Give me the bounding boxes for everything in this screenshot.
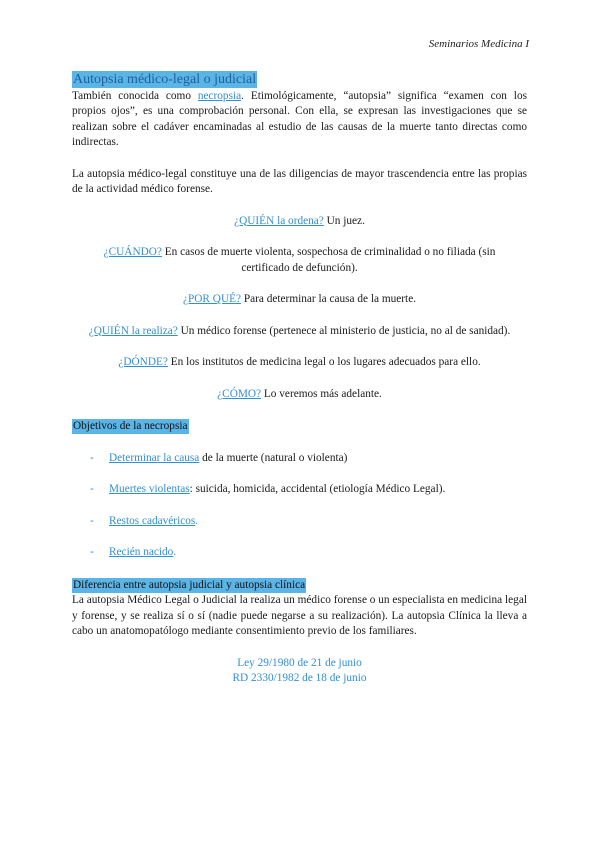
- list-item: [72, 451, 527, 467]
- list-item: [72, 514, 527, 530]
- objetivo-link[interactable]: Muertes violentas: [109, 483, 190, 495]
- objetivo-text: .: [173, 546, 177, 558]
- qa-question-link[interactable]: ¿QUIÉN la realiza?: [88, 324, 178, 337]
- qa-question-link[interactable]: ¿DÓNDE?: [118, 356, 168, 368]
- qa-answer: Un juez.: [323, 214, 365, 227]
- law-reference: RD 2330/1982 de 18 de junio: [232, 672, 367, 684]
- section-title-diferencia: Diferencia entre autopsia judicial y autopsia clínica: [73, 578, 306, 591]
- section-title-autopsia: Autopsia médico-legal o judicial: [73, 72, 257, 87]
- qa-cuando: [72, 245, 527, 276]
- dash-bullet: -: [90, 546, 94, 558]
- intro-post: . Etimológicamente, “autopsia” significa “examen con los propios ojos”, es una comprobación personal. Con ella, se expresan las investigaciones que se realizan sobre el cadáver encaminadas al estudio de las causas de la muerte tanto directas como indirectas.: [72, 89, 527, 148]
- objetivo-link[interactable]: Recién nacido: [109, 546, 174, 558]
- objetivo-link[interactable]: Determinar la causa: [109, 451, 200, 464]
- law-reference: Ley 29/1980 de 21 de junio: [237, 656, 362, 669]
- diligencias-paragraph: La autopsia médico-legal constituye una de las diligencias de mayor trascendencia entre las propias de la actividad médico forense.: [72, 167, 527, 195]
- qa-question-link[interactable]: ¿QUIÉN la ordena?: [234, 214, 324, 227]
- qa-answer: En casos de muerte violenta, sospechosa de criminalidad o no filiada (sin certificado de defunción).: [161, 246, 496, 274]
- running-header: Seminarios Medicina I: [428, 38, 529, 50]
- qa-donde: [72, 355, 527, 371]
- objetivo-text: .: [195, 514, 199, 527]
- list-spacer: [72, 498, 527, 514]
- qa-como: [72, 387, 527, 403]
- dash-bullet: -: [90, 451, 94, 464]
- qa-por-que: [72, 292, 527, 308]
- qa-answer: Lo veremos más adelante.: [261, 387, 382, 400]
- intro-pre: También conocida como: [72, 89, 198, 102]
- objetivo-link[interactable]: Restos cadavéricos: [109, 514, 196, 527]
- qa-question-link[interactable]: ¿CUÁNDO?: [103, 246, 162, 258]
- dash-bullet: -: [90, 483, 94, 495]
- dash-bullet: -: [90, 514, 94, 527]
- list-item: [72, 482, 527, 498]
- list-spacer: [72, 466, 527, 482]
- document-body: [72, 71, 527, 687]
- qa-question-link[interactable]: ¿CÓMO?: [217, 387, 262, 400]
- qa-quien-ordena: [72, 214, 527, 230]
- list-spacer: [72, 529, 527, 545]
- objetivos-list: [72, 451, 527, 561]
- qa-question-link[interactable]: ¿POR QUÉ?: [182, 293, 242, 305]
- intro-paragraph: [72, 89, 527, 151]
- necropsia-link[interactable]: necropsia: [197, 89, 242, 102]
- objetivo-text: de la muerte (natural o violenta): [199, 451, 348, 464]
- qa-answer: En los institutos de medicina legal o los lugares adecuados para ello.: [167, 356, 481, 368]
- qa-quien-realiza: [72, 324, 527, 340]
- objetivo-text: : suicida, homicida, accidental (etiología Médico Legal).: [189, 483, 446, 495]
- diferencia-paragraph: La autopsia Médico Legal o Judicial la realiza un médico forense o un especialista en medicina legal y forense, y se realiza sí o sí (nadie puede negarse a su realización). La autopsia Clínica la lleva a cabo un anatomopatólogo mediante consentimiento previo de los familiares.: [72, 594, 527, 637]
- qa-answer: Un médico forense (pertenece al ministerio de justicia, no al de sanidad).: [177, 324, 511, 337]
- section-title-objetivos: Objetivos de la necropsia: [73, 420, 188, 432]
- list-item: [72, 545, 527, 561]
- qa-answer: Para determinar la causa de la muerte.: [241, 293, 417, 305]
